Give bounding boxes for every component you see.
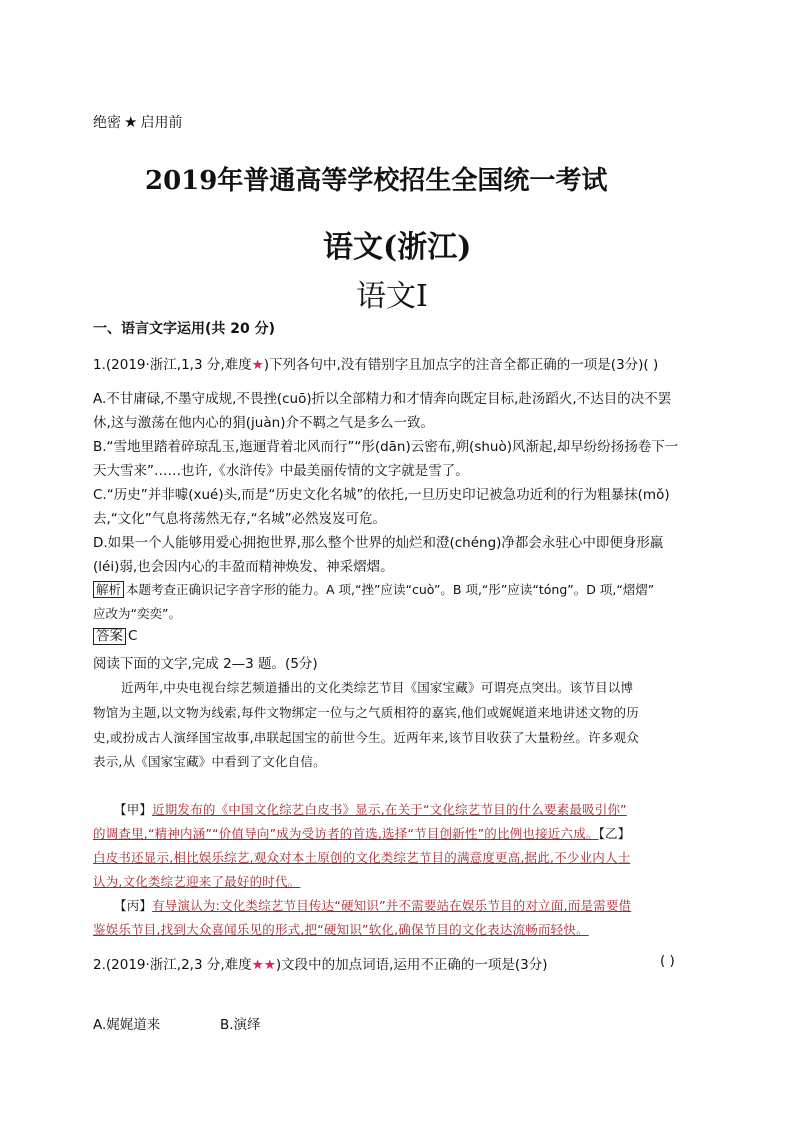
q1-analysis: 解析 本题考查正确识记字音字形的能力。A 项,“挫”应读“cuò”。B 项,“彤”应读“tóng”。D 项,“熠熠” [93, 580, 654, 598]
q1-stem: 1.(2019·浙江,1,3 分,难度★)下列各句中,没有错别字且加点字的注音全都正确的一项是(3分)( ) [93, 357, 659, 373]
q1-option-c-line2: 去,“文化”气息将荡然无存,“名城”必然岌岌可危。 [93, 511, 387, 527]
difficulty-star-icon: ★ [251, 357, 264, 373]
passage-p2-line1: 【甲】近期发布的《中国文化综艺白皮书》显示,在关于“文化综艺节目的什么要素最吸引你” [114, 802, 627, 817]
q1-option-b-line1: B.“雪地里踏着碎琼乱玉,迤逦背着北风而行”“彤(dān)云密布,朔(shuò)风渐起,却早纷纷扬扬卷下一 [93, 439, 679, 455]
q2-answer-bracket: ( ) [660, 953, 675, 969]
q1-option-c-line1: C.“历史”并非噱(xué)头,而是“历史文化名城”的依托,一旦历史印记被急功近利的行为粗暴抹(mǒ) [93, 487, 670, 503]
q2-option-a: A.娓娓道来 [93, 1017, 161, 1033]
analysis-label: 解析 [93, 581, 124, 598]
part-title: 语文Ⅰ [356, 279, 428, 314]
answer-label: 答案 [93, 628, 126, 645]
q1-option-d-line2: (léi)弱,也会因内心的丰盈而精神焕发、神采熠熠。 [93, 559, 394, 575]
passage-p2-line4: 认为,文化类综艺迎来了最好的时代。 [93, 874, 301, 889]
reading-intro: 阅读下面的文字,完成 2—3 题。(5分) [93, 656, 318, 672]
passage-p1-line1: 近两年,中央电视台综艺频道播出的文化类综艺节目《国家宝藏》可谓亮点突出。该节目以博 [121, 680, 634, 695]
q1-analysis-line2: 应改为“奕奕”。 [93, 606, 181, 621]
mark-jia: 【甲】 [114, 802, 153, 817]
q1-option-b-line2: 天大雪来”……也许,《水浒传》中最美丽传情的文字就是雪了。 [93, 463, 469, 479]
star-icon: ★ [124, 113, 138, 131]
q1-option-d-line1: D.如果一个人能够用爱心拥抱世界,那么整个世界的灿烂和澄(chéng)净都会永驻心中即便身形羸 [93, 535, 664, 551]
passage-p1-line3: 史,或扮成古人演绎国宝故事,串联起国宝的前世今生。近两年来,该节目收获了大量粉丝。许多观众 [93, 730, 639, 745]
passage-p2-line2: 的调查里,“精神内涵”“价值导向”成为受访者的首选,选择“节目创新性”的比例也接近六成。【乙】 [93, 826, 631, 841]
confidential-label: 绝密 ★ 启用前 [93, 113, 183, 131]
passage-p1-line2: 物馆为主题,以文物为线索,每件文物绑定一位与之气质相符的嘉宾,他们或娓娓道来地讲述文物的历 [93, 705, 639, 720]
passage-p3-line2: 鉴娱乐节目,找到大众喜闻乐见的形式,把“硬知识”软化,确保节目的文化表达流畅而轻快。 [93, 922, 589, 937]
passage-p3-line1: 【丙】有导演认为:文化类综艺节目传达“硬知识”并不需要站在娱乐节目的对立面,而是需要借 [114, 898, 632, 913]
mark-yi: 【乙】 [598, 826, 631, 841]
passage-p1-line4: 表示,从《国家宝藏》中看到了文化自信。 [93, 754, 326, 769]
section-heading: 一、语言文字运用(共 20 分) [93, 321, 276, 337]
subject-title: 语文(浙江) [323, 230, 472, 265]
q1-option-a-line1: A.不甘庸碌,不墨守成规,不畏挫(cuō)折以全部精力和才情奔向既定目标,赴汤蹈火,不达目的决不罢 [93, 391, 672, 407]
q1-option-a-line2: 休,这与激荡在他内心的狷(juàn)介不羁之气是多么一致。 [93, 415, 434, 431]
passage-p2-line3: 白皮书还显示,相比娱乐综艺,观众对本土原创的文化类综艺节目的满意度更高,据此,不少业内人士 [93, 850, 631, 865]
mark-bing: 【丙】 [114, 898, 153, 913]
q1-answer: 答案 C [93, 628, 137, 645]
q2-option-b: B.演绎 [220, 1017, 261, 1033]
q2-stem: 2.(2019·浙江,2,3 分,难度★★)文段中的加点词语,运用不正确的一项是(3分) [93, 957, 548, 973]
exam-title: 2019年普通高等学校招生全国统一考试 [145, 166, 608, 196]
difficulty-stars-icon: ★★ [251, 957, 276, 973]
